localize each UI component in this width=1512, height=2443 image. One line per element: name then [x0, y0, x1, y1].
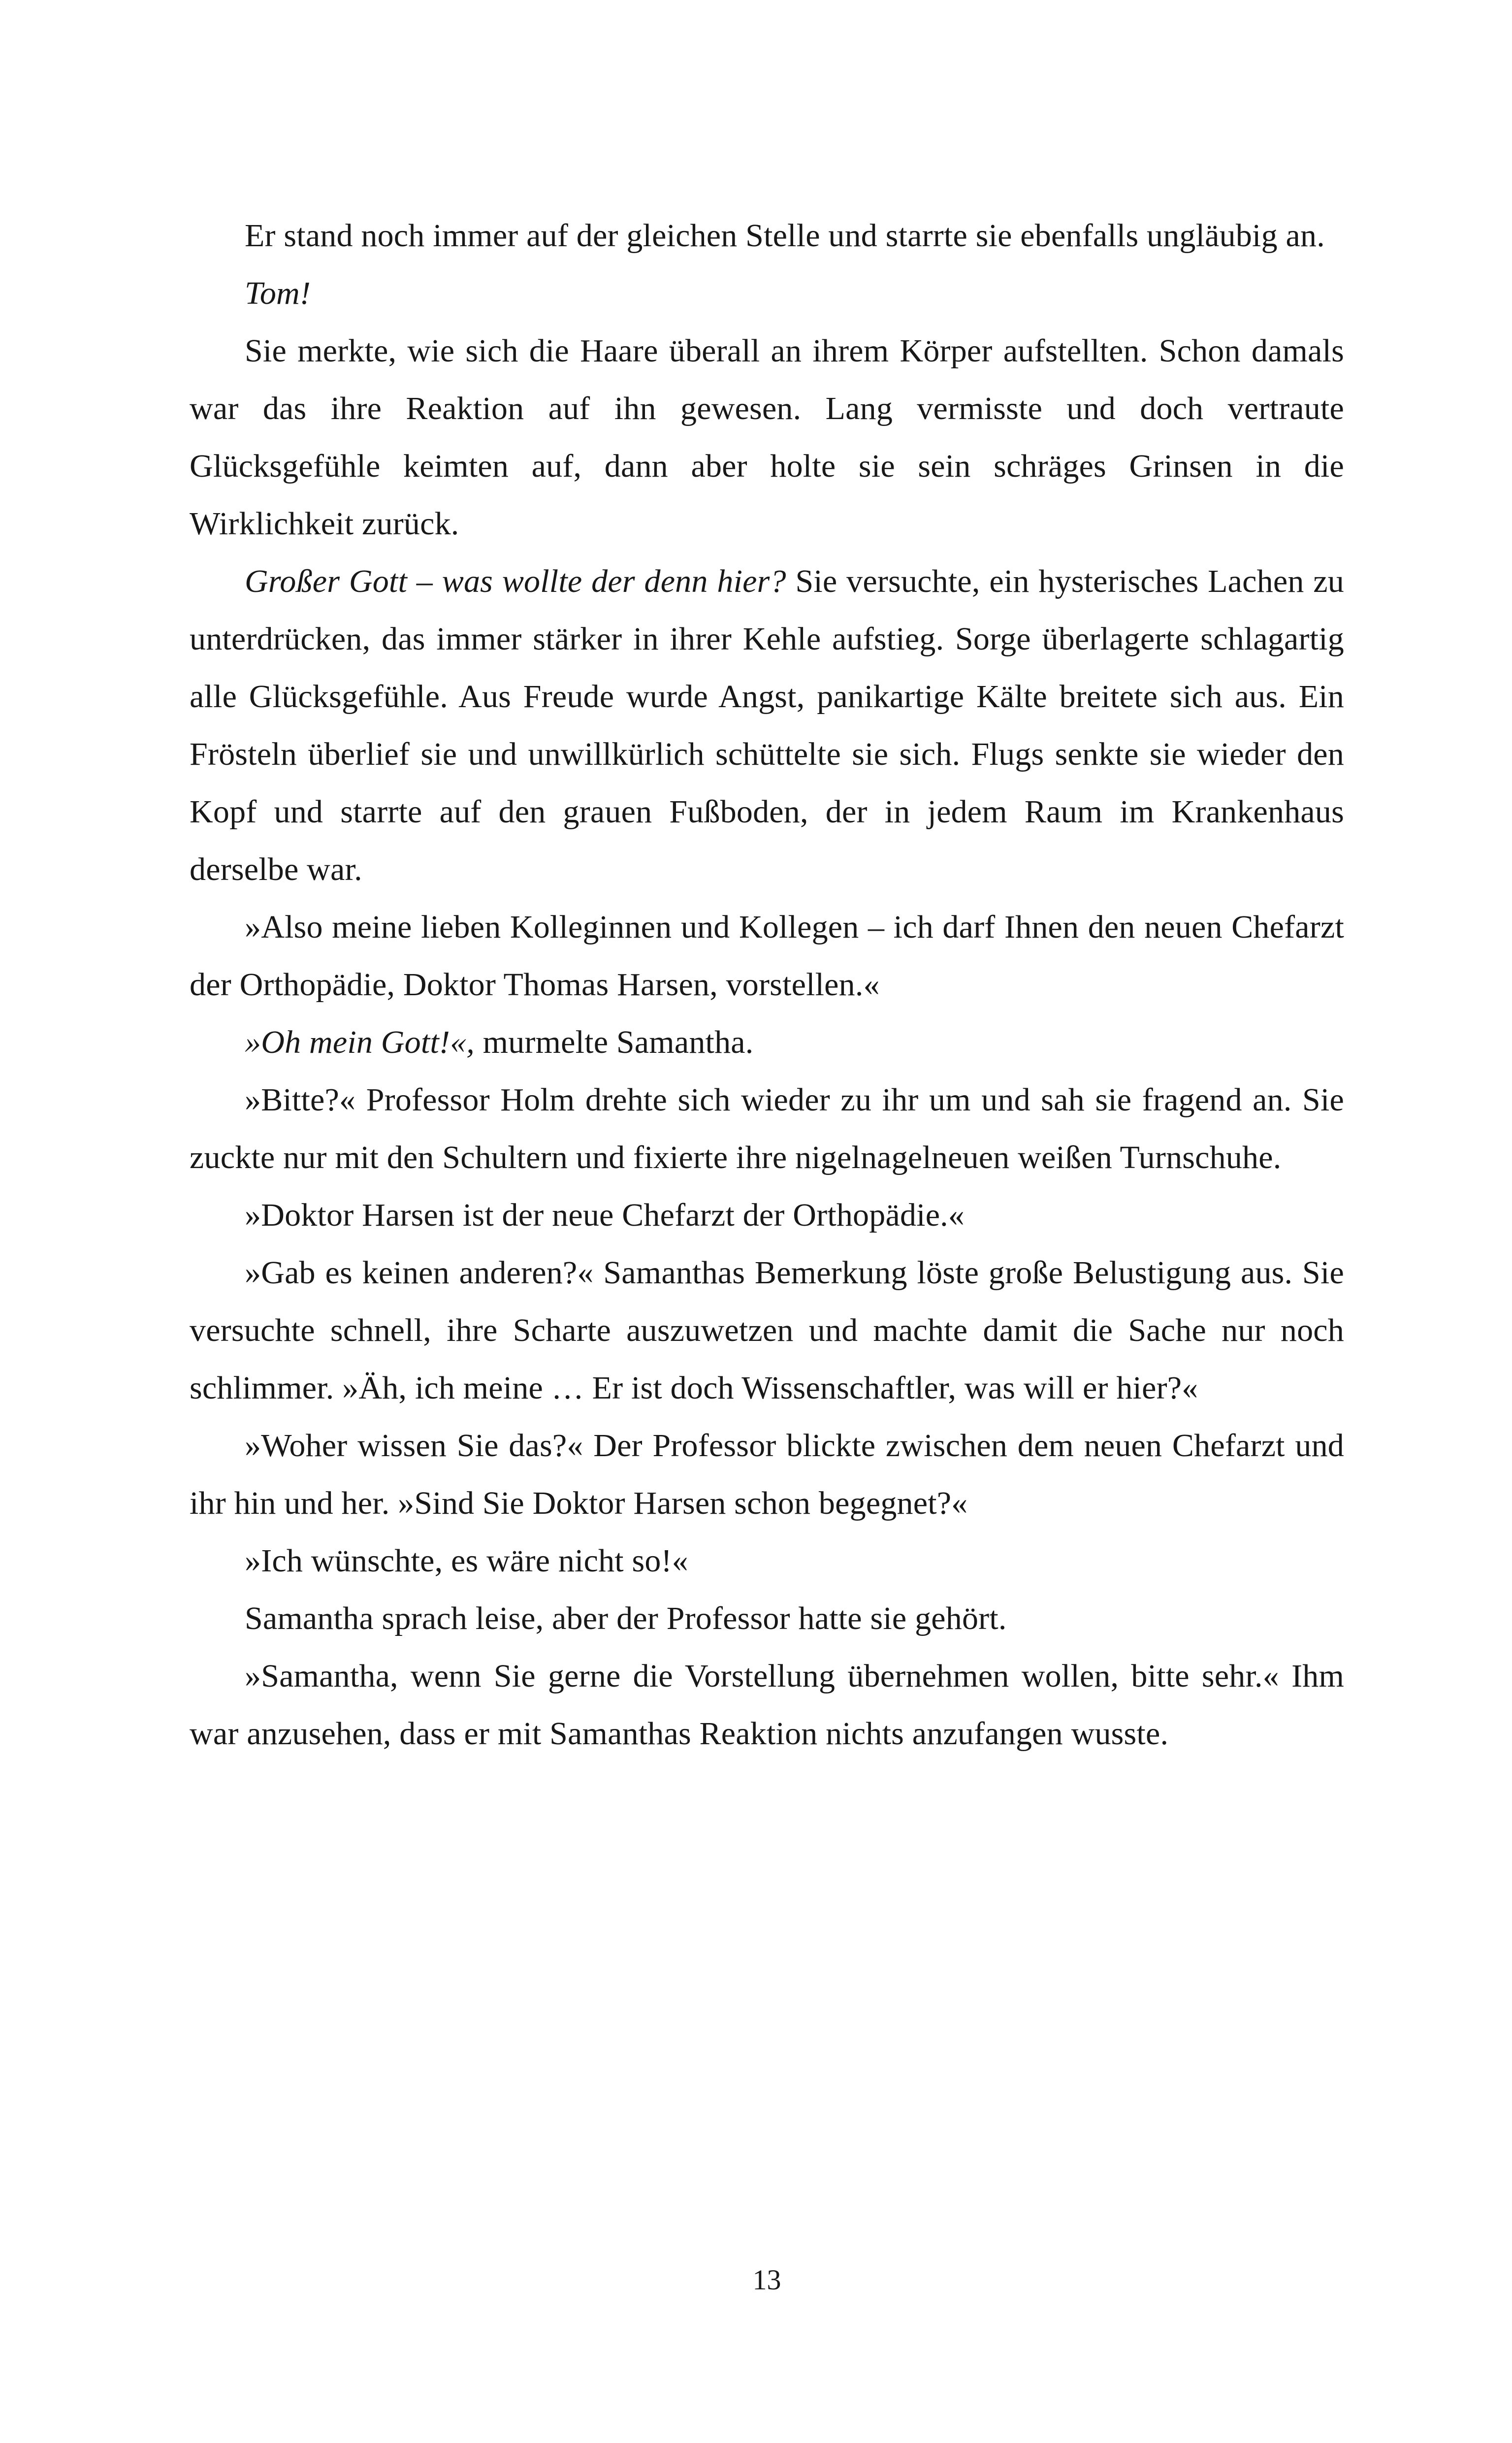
paragraph: [190, 264, 1344, 322]
italic-run: Großer Gott – was wollte der denn hier?: [245, 563, 786, 599]
text-run: Samantha sprach leise, aber der Professor hatte sie gehört.: [245, 1600, 1007, 1636]
text-run: murmelte Samantha.: [474, 1024, 754, 1060]
paragraph: [190, 1417, 1344, 1532]
paragraph: [190, 207, 1344, 264]
text-run: »Doktor Harsen ist der neue Chefarzt der Orthopädie.«: [245, 1197, 965, 1233]
paragraph: [190, 1186, 1344, 1244]
body-text: [190, 207, 1344, 1762]
text-run: »Samantha, wenn Sie gerne die Vorstellung übernehmen wollen, bitte sehr.« Ihm war anzusehen, dass er mit Samanthas Reaktion nichts anzufangen wusste.: [190, 1658, 1344, 1752]
text-run: »Ich wünschte, es wäre nicht so!«: [245, 1543, 688, 1579]
paragraph: [190, 1013, 1344, 1071]
paragraph: [190, 898, 1344, 1013]
paragraph: [190, 1590, 1344, 1647]
text-run: Sie merkte, wie sich die Haare überall an ihrem Körper aufstellten. Schon damals war das ihre Reaktion auf ihn gewesen. Lang vermisste und doch vertraute Glücksgefühle keimten auf, dann aber holte sie sein schräges Grinsen in die Wirklichkeit zurück.: [190, 333, 1344, 542]
paragraph: [190, 1071, 1344, 1186]
paragraph: [190, 1244, 1344, 1417]
paragraph: [190, 1532, 1344, 1590]
paragraph: [190, 1647, 1344, 1762]
text-run: Sie versuchte, ein hysterisches Lachen zu unterdrücken, das immer stärker in ihrer Kehle aufstieg. Sorge überlagerte schlagartig alle Glücksgefühle. Aus Freude wurde Angst, panikartige Kälte breitete sich aus. Ein Frösteln überlief sie und unwillkürlich schüttelte sie sich. Flugs senkte sie wieder den Kopf und starrte auf den grauen Fußboden, der in jedem Raum im Krankenhaus derselbe war.: [190, 563, 1344, 887]
paragraph: [190, 553, 1344, 898]
text-run: »Woher wissen Sie das?« Der Professor blickte zwischen dem neuen Chefarzt und ihr hin und her. »Sind Sie Doktor Harsen schon begegnet?«: [190, 1428, 1344, 1521]
page-number: 13: [752, 2264, 781, 2296]
text-run: Er stand noch immer auf der gleichen Stelle und starrte sie ebenfalls ungläubig an.: [245, 218, 1325, 254]
italic-run: Tom!: [245, 275, 311, 311]
text-run: »Also meine lieben Kolleginnen und Kollegen – ich darf Ihnen den neuen Chefarzt der Orthopädie, Doktor Thomas Harsen, vorstellen.«: [190, 909, 1344, 1003]
paragraph: [190, 322, 1344, 553]
text-run: »Gab es keinen anderen?« Samanthas Bemerkung löste große Belustigung aus. Sie versuchte schnell, ihre Scharte auszuwetzen und machte damit die Sache nur noch schlimmer. »Äh, ich meine … Er ist doch Wissenschaftler, was will er hier?«: [190, 1255, 1344, 1406]
text-run: »Bitte?« Professor Holm drehte sich wieder zu ihr um und sah sie fragend an. Sie zuckte nur mit den Schultern und fixierte ihre nigelnagelneuen weißen Turnschuhe.: [190, 1082, 1344, 1175]
italic-run: »Oh mein Gott!«,: [245, 1024, 475, 1060]
